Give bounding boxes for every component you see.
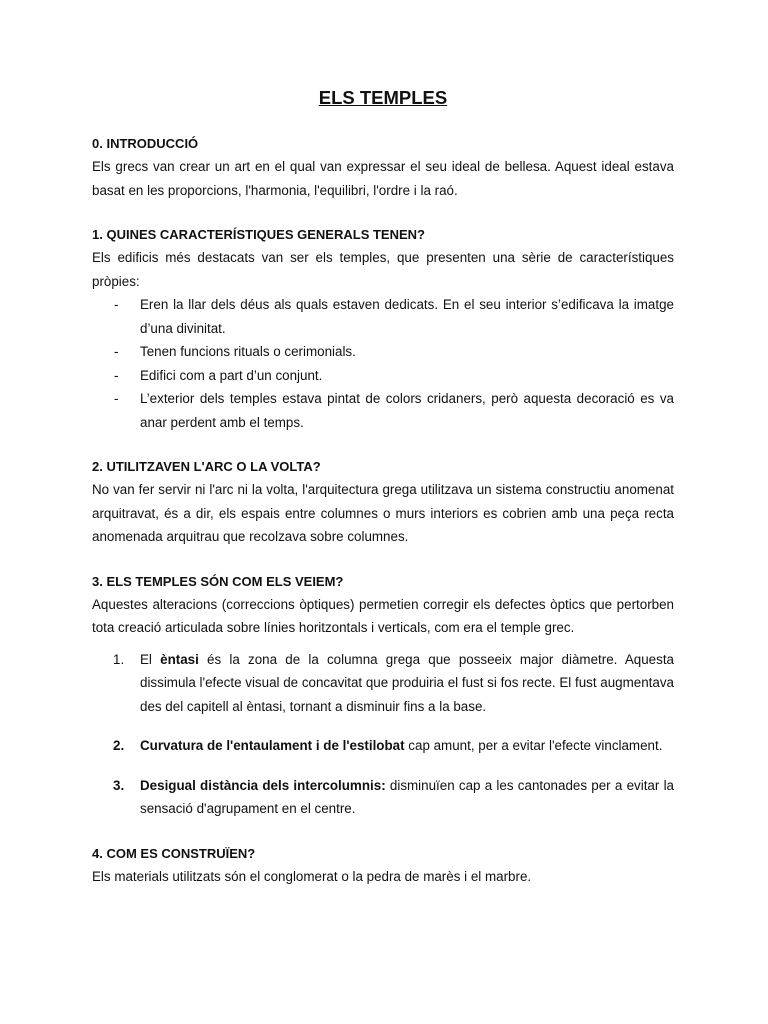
spacer	[92, 202, 674, 223]
section-heading: 1. QUINES CARACTERÍSTIQUES GENERALS TENEN?	[92, 227, 425, 242]
document-page	[92, 84, 674, 888]
section-introduccio	[92, 132, 674, 202]
list-item-text: L’exterior dels temples estava pintat de colors cridaners, però aquesta decoració es va anar perdent amb el temps.	[140, 391, 674, 430]
list-item	[92, 364, 674, 388]
section-heading: 4. COM ES CONSTRUÏEN?	[92, 845, 256, 861]
section-arc-volta	[92, 455, 674, 549]
list-item-text: disminuïen cap a les cantonades per a evitar la sensació d'agrupament en el centre.	[140, 777, 674, 816]
list-item	[92, 340, 674, 364]
list-item	[92, 734, 674, 758]
list-item-text: El	[140, 651, 161, 667]
section-caracteristiques	[92, 223, 674, 434]
list-item-text: Eren la llar dels déus als quals estaven dedicats. En el seu interior s’edificava la imatge d’una divinitat.	[140, 297, 674, 336]
section-paragraph: Els edificis més destacats van ser els temples, que presenten una sèrie de característiques pròpies:	[92, 250, 674, 289]
list-item	[92, 387, 674, 434]
section-paragraph: Aquestes alteracions (correccions òptiques) permetien corregir els defectes òptics que pertorben tota creació articulada sobre línies horitzontals i verticals, com era el temple grec.	[92, 596, 674, 635]
numbered-list	[92, 648, 674, 821]
list-number: 3.	[113, 777, 125, 793]
section-construccio	[92, 842, 674, 889]
list-item-text: Tenen funcions rituals o cerimonials.	[140, 344, 356, 359]
spacer	[92, 821, 674, 842]
section-heading: 2. UTILITZAVEN L'ARC O LA VOLTA?	[92, 459, 321, 474]
term-bold: Curvatura de l'entaulament i de l'estilobat	[140, 738, 405, 753]
list-item-text: Edifici com a part d’un conjunt.	[140, 367, 323, 383]
term-bold: èntasi	[160, 651, 199, 667]
list-number: 2.	[113, 738, 125, 753]
spacer	[92, 640, 674, 648]
dash-marker: -	[114, 297, 119, 312]
dash-list	[92, 293, 674, 434]
list-item-text: és la zona de la columna grega que posseeix major diàmetre. Aquesta dissimula l'efecte visual de concavitat que produiria el fust si fos recte. El fust augmentava des del capitell al èntasi, tornant a disminuir fins a la base.	[140, 651, 674, 714]
spacer	[92, 434, 674, 455]
list-item	[92, 774, 674, 821]
list-item	[92, 293, 674, 340]
dash-marker: -	[114, 367, 119, 383]
section-heading: 3. ELS TEMPLES SÓN COM ELS VEIEM?	[92, 573, 344, 589]
term-bold: Desigual distància dels intercolumnis:	[140, 777, 386, 793]
list-item	[92, 648, 674, 719]
document-title: ELS TEMPLES	[318, 87, 448, 108]
spacer	[92, 549, 674, 570]
dash-marker: -	[114, 344, 119, 359]
list-number: 1.	[113, 651, 125, 667]
list-item-text: cap amunt, per a evitar l'efecte vinclament.	[404, 738, 663, 753]
section-paragraph: No van fer servir ni l'arc ni la volta, l'arquitectura grega utilitzava un sistema constructiu anomenat arquitravat, és a dir, els espais entre columnes o murs interiors es cobrien amb una peça recta anomenada arquitrau que recolzava sobre columnes.	[92, 482, 674, 544]
dash-marker: -	[114, 391, 119, 406]
section-correccions	[92, 570, 674, 821]
section-heading: 0. INTRODUCCIÓ	[92, 136, 199, 151]
section-paragraph: Els grecs van crear un art en el qual van expressar el seu ideal de bellesa. Aquest ideal estava basat en les proporcions, l'harmonia, l'equilibri, l'ordre i la raó.	[92, 159, 674, 198]
section-paragraph: Els materials utilitzats són el conglomerat o la pedra de marès i el marbre.	[92, 868, 532, 884]
